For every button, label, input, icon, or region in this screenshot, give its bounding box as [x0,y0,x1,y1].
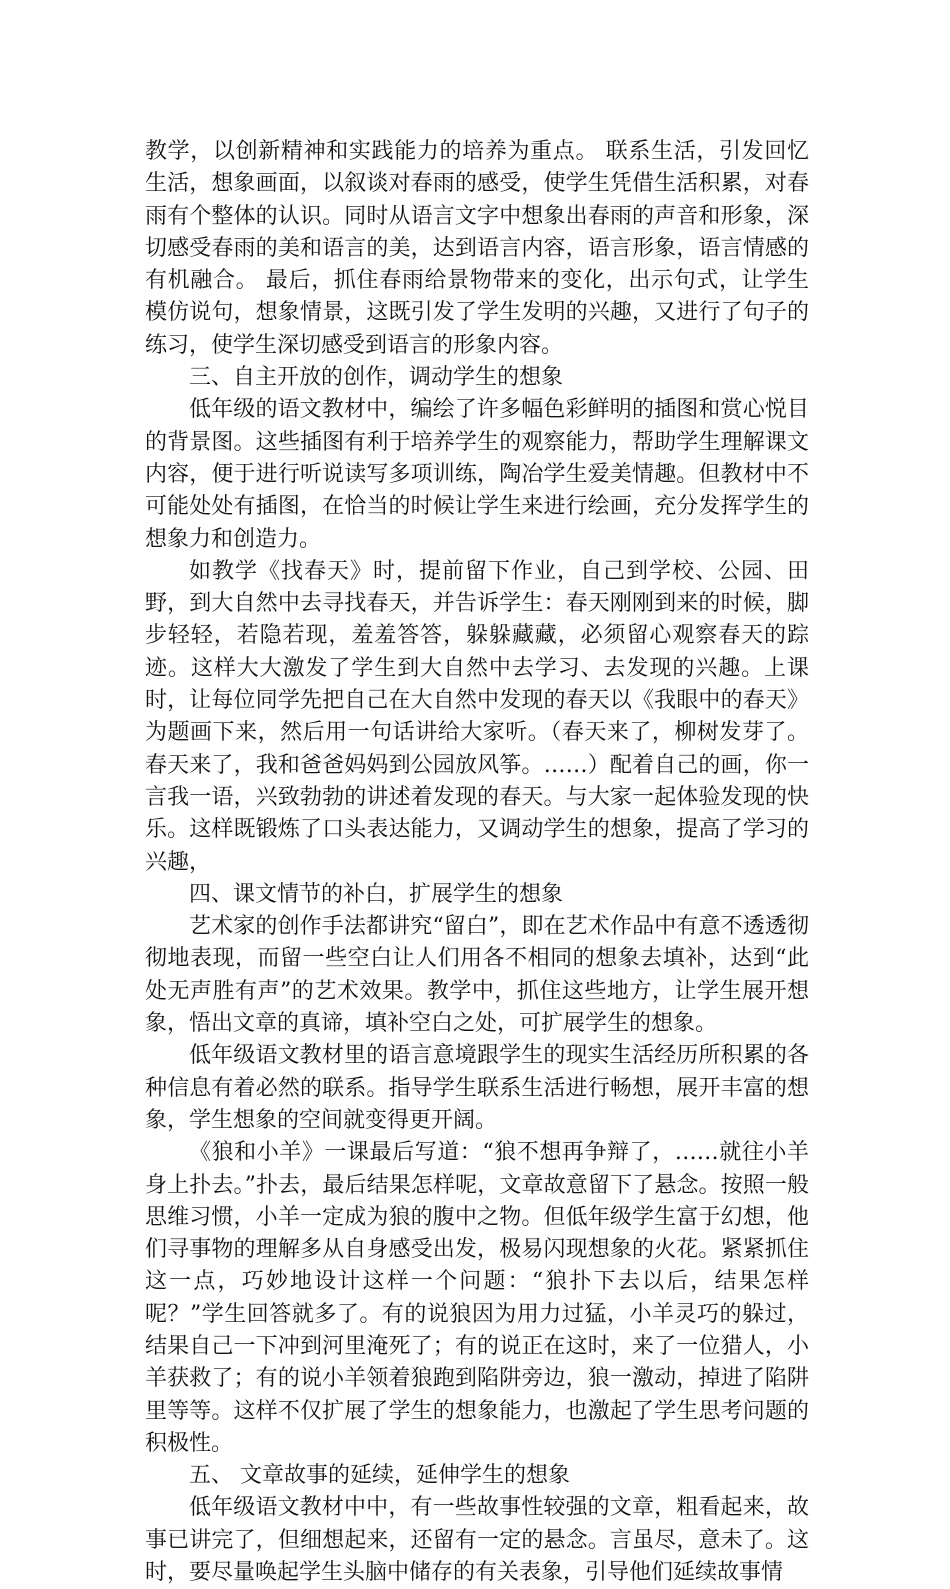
paragraph: 低年级语文教材里的语言意境跟学生的现实生活经历所积累的各种信息有着必然的联系。指导学生联系生活进行畅想，展开丰富的想象，学生想象的空间就变得更开阔。 [145,1043,809,1133]
paragraph-continuation: 教学，以创新精神和实践能力的培养为重点。 联系生活，引发回忆生活，想象画面，以叙谈对春雨的感受，使学生凭借生活积累，对春雨有个整体的认识。同时从语言文字中想象出春雨的声音和形象，深切感受春雨的美和语言的美，达到语言内容，语言形象，语言情感的有机融合。 最后，抓住春雨给景物带来的变化，出示句式，让学生模仿说句，想象情景，这既引发了学生发明的兴趣，又进行了句子的练习，使学生深切感受到语言的形象内容。 [145,139,809,358]
paragraph: 如教学《找春天》时，提前留下作业，自己到学校、公园、田野，到大自然中去寻找春天，并告诉学生：春天刚刚到来的时候，脚步轻轻，若隐若现，羞羞答答，躲躲藏藏，必须留心观察春天的踪迹。这样大大激发了学生到大自然中去学习、去发现的兴趣。上课时，让每位同学先把自己在大自然中发现的春天以《我眼中的春天》为题画下来，然后用一句话讲给大家听。（春天来了，柳树发芽了。春天来了，我和爸爸妈妈到公园放风筝。……）配着自己的画，你一言我一语，兴致勃勃的讲述着发现的春天。与大家一起体验发现的快乐。这样既锻炼了口头表达能力，又调动学生的想象，提高了学习的兴趣， [145,558,809,875]
paragraph: 低年级的语文教材中，编绘了许多幅色彩鲜明的插图和赏心悦目的背景图。这些插图有利于培养学生的观察能力，帮助学生理解课文内容，便于进行听说读写多项训练，陶冶学生爱美情趣。但教材中不可能处处有插图，在恰当的时候让学生来进行绘画，充分发挥学生的想象力和创造力。 [145,397,809,552]
paragraph: 低年级语文教材中中，有一些故事性较强的文章，粗看起来，故事已讲完了，但细想起来，还留有一定的悬念。言虽尽，意未了。这时，要尽量唤起学生头脑中储存的有关表象，引导他们延续故事情 [145,1495,809,1586]
paragraph: 《狼和小羊》一课最后写道：“狼不想再争辩了，……就往小羊身上扑去。”扑去，最后结果怎样呢，文章故意留下了悬念。按照一般思维习惯，小羊一定成为狼的腹中之物。但低年级学生富于幻想，他们寻事物的理解多从自身感受出发，极易闪现想象的火花。紧紧抓住这一点，巧妙地设计这样一个问题：“狼扑下去以后，结果怎样呢？”学生回答就多了。有的说狼因为用力过猛，小羊灵巧的躲过，结果自己一下冲到河里淹死了；有的说正在这时，来了一位猎人，小羊获救了；有的说小羊领着狼跑到陷阱旁边，狼一激动，掉进了陷阱里等等。这样不仅扩展了学生的想象能力，也激起了学生思考问题的积极性。 [145,1140,809,1456]
paragraph: 艺术家的创作手法都讲究“留白”，即在艺术作品中有意不透透彻彻地表现，而留一些空白让人们用各不相同的想象去填补，达到“此处无声胜有声”的艺术效果。教学中，抓住这些地方，让学生展开想象，悟出文章的真谛，填补空白之处，可扩展学生的想象。 [145,914,809,1037]
section-heading-3: 三、自主开放的创作，调动学生的想象 [189,365,564,391]
document-page [145,136,809,1589]
section-heading-4: 四、课文情节的补白，扩展学生的想象 [189,881,564,907]
section-heading-5: 五、 文章故事的延续，延伸学生的想象 [189,1463,570,1489]
